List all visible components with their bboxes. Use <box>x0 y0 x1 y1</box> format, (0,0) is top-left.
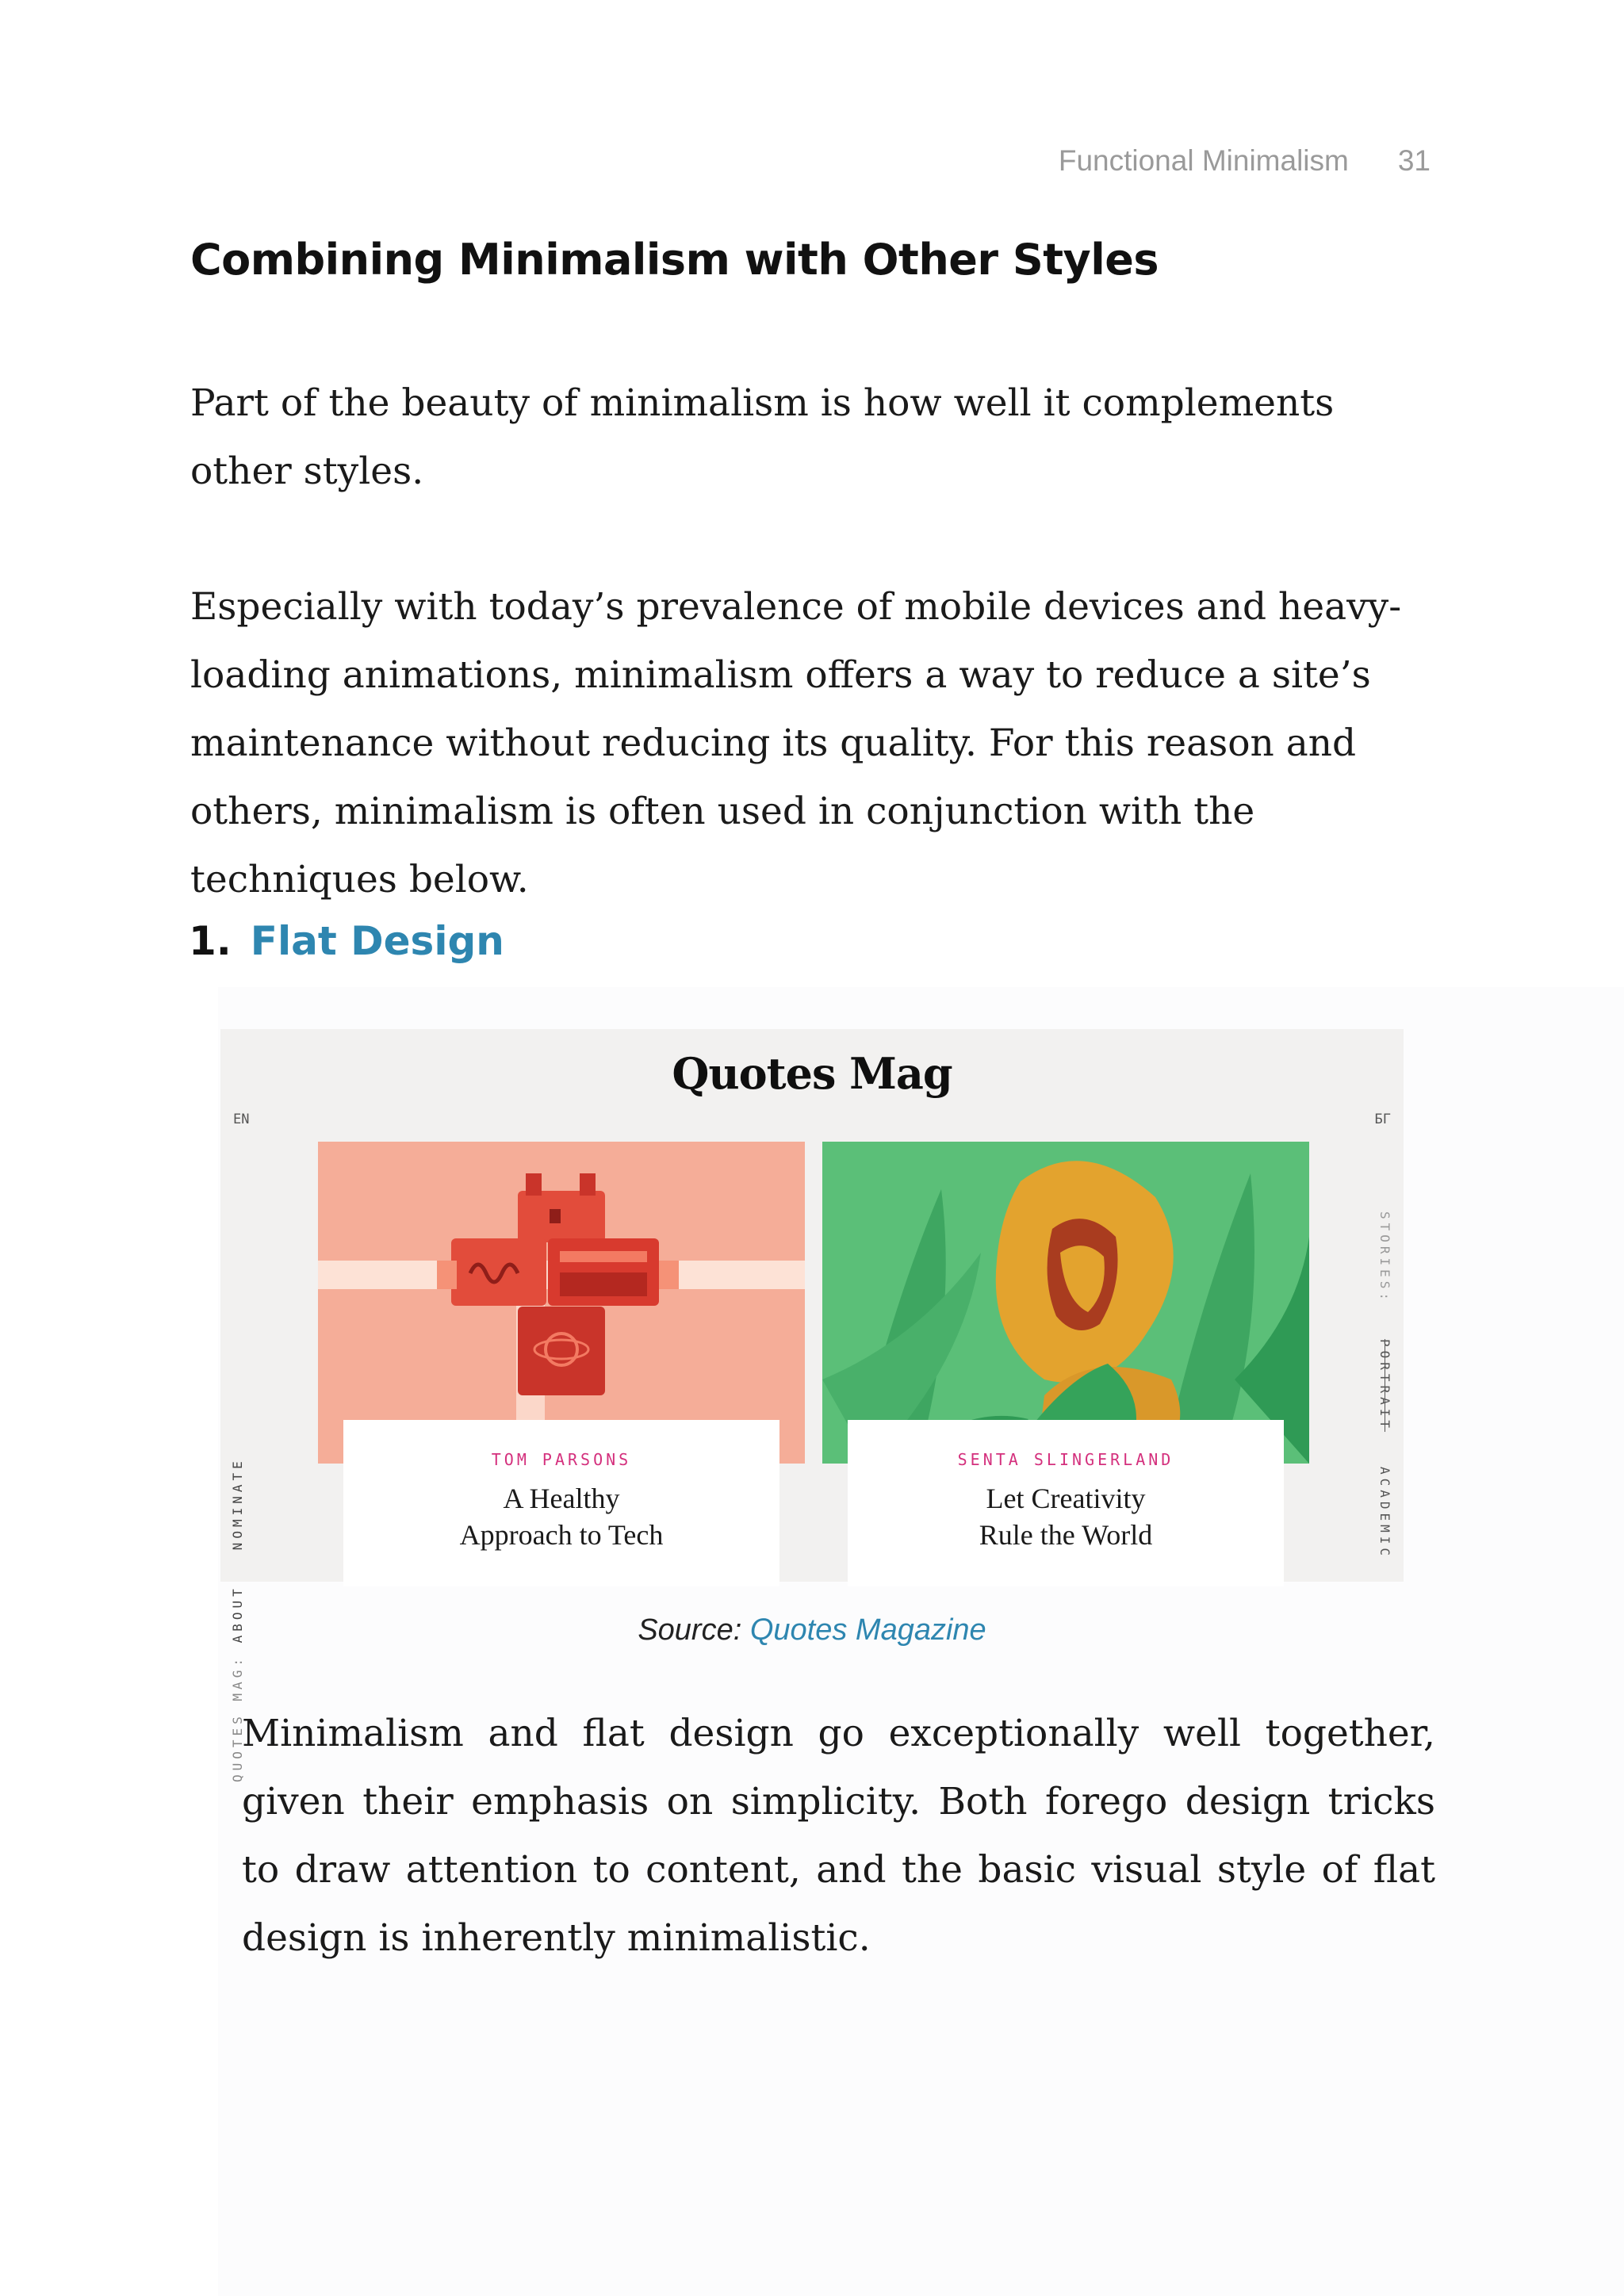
context-paragraph: Especially with today’s prevalence of mobile devices and heavy-loading animations, minimalism offers a way to reduce a site’s maintenance without reducing its quality. For this reason and others, minimalism is often used in conjunction with the techniques below. <box>190 585 1402 901</box>
lion-illustration <box>822 1142 1309 1464</box>
running-header-section: Functional Minimalism <box>1058 144 1349 177</box>
right-nav-prefix: STORIES: <box>1377 1211 1392 1305</box>
right-vertical-nav <box>1377 1211 1392 1559</box>
tech-illustration <box>318 1142 805 1464</box>
page-number: 31 <box>1397 144 1431 177</box>
tech-illustration-graphic <box>318 1142 805 1464</box>
right-nav-academic: ACADEMIC <box>1377 1466 1392 1559</box>
card-1-author: TOM PARSONS <box>491 1450 632 1469</box>
language-bg-link: БГ <box>1374 1112 1391 1127</box>
magazine-title: Quotes Mag <box>672 1048 952 1099</box>
list-item-number: 1. <box>189 918 232 964</box>
running-header <box>1059 144 1431 178</box>
card-1-title-line-2: Approach to Tech <box>459 1519 664 1551</box>
quotes-magazine-link[interactable]: Quotes Magazine <box>749 1613 986 1647</box>
intro-paragraph: Part of the beauty of minimalism is how well it complements other styles. <box>190 381 1335 493</box>
card-2-title-line-1: Let Creativity <box>986 1483 1146 1514</box>
language-en-link: EN <box>233 1112 250 1127</box>
card-1-title-line-1: A Healthy <box>503 1483 620 1514</box>
card-2-title-line-2: Rule the World <box>979 1519 1153 1551</box>
card-2-title <box>848 1480 1284 1553</box>
article-card-1 <box>343 1420 779 1586</box>
flat-design-paragraph: Minimalism and flat design go exceptionally well together, given their emphasis on simplicity. Both forego design tricks to draw attention to content, and the basic visual style of flat design is inherently minimalistic. <box>242 1712 1435 1960</box>
card-1-title <box>343 1480 779 1553</box>
right-nav-portrait: PORTRAIT <box>1377 1338 1392 1433</box>
card-2-author: SENTA SLINGERLAND <box>957 1450 1174 1469</box>
left-nav-nominate: NOMINATE <box>230 1457 245 1551</box>
caption-prefix: Source: <box>638 1613 742 1647</box>
figure-caption <box>0 1613 1624 1647</box>
list-item-heading <box>189 918 504 964</box>
left-nav-about: ABOUT <box>230 1585 245 1644</box>
flat-design-link[interactable]: Flat Design <box>250 918 504 964</box>
article-card-2 <box>848 1420 1284 1586</box>
left-nav-prefix: QUOTES MAG: <box>230 1655 245 1782</box>
lion-illustration-graphic <box>822 1142 1309 1464</box>
section-title: Combining Minimalism with Other Styles <box>190 235 1159 285</box>
